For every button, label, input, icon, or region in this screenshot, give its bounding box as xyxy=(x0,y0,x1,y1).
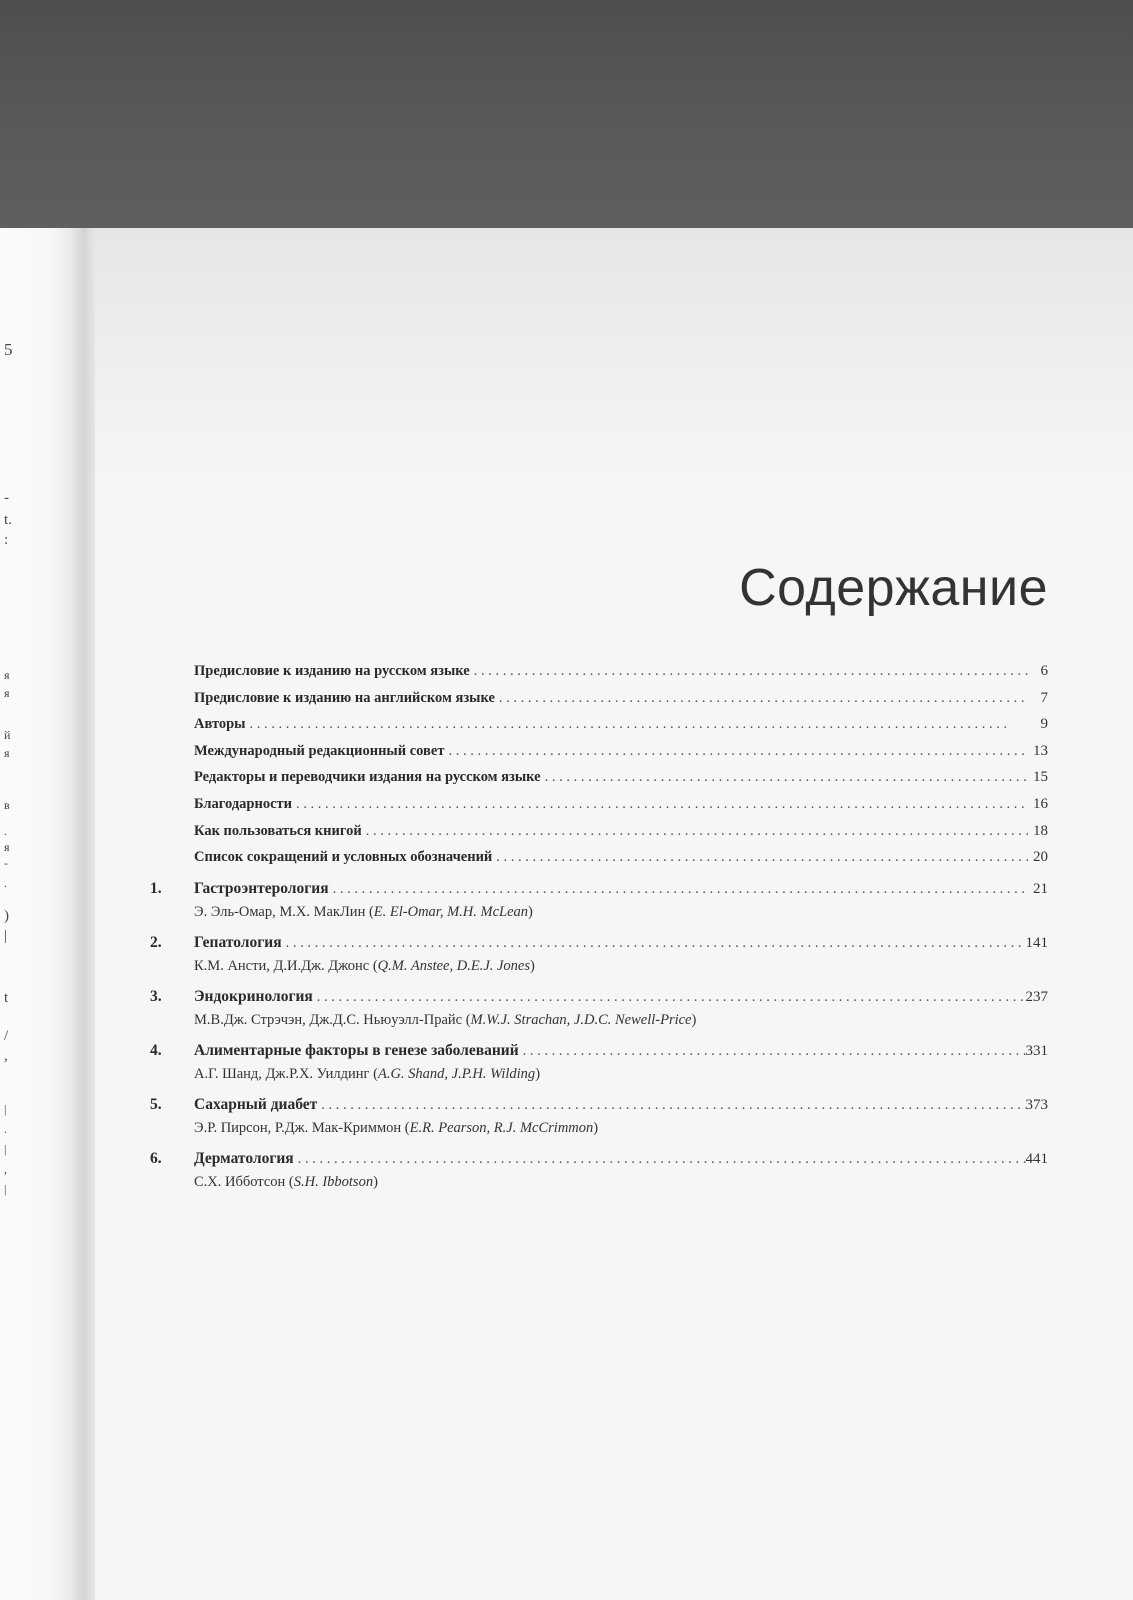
chapter-title: Дерматология xyxy=(194,1149,294,1167)
header-dark-band xyxy=(0,0,1133,228)
edge-mark: в xyxy=(4,798,10,812)
toc-page-number: 331 xyxy=(1025,1042,1048,1059)
toc-page-number: 18 xyxy=(1033,822,1048,839)
chapter-title: Алиментарные факторы в генезе заболеваний xyxy=(194,1041,519,1059)
toc-page-number: 13 xyxy=(1033,742,1048,759)
chapter-number: 6. xyxy=(150,1149,162,1167)
chapter-authors: Э.Р. Пирсон, Р.Дж. Мак-Криммон (E.R. Pearson, R.J. McCrimmon) xyxy=(194,1119,599,1136)
header-grey-band xyxy=(0,228,1133,498)
edge-mark: . xyxy=(4,824,7,838)
toc-entry[interactable] xyxy=(150,743,1048,770)
edge-mark: я xyxy=(4,686,10,700)
edge-mark: / xyxy=(4,1028,9,1044)
leader-dots xyxy=(246,716,1028,733)
edge-mark: - xyxy=(4,856,8,870)
edge-mark: ) xyxy=(4,908,9,924)
chapter-authors: С.Х. Ибботсон (S.H. Ibbotson) xyxy=(194,1173,378,1190)
toc-entry-label: Предисловие к изданию на русском языке xyxy=(194,663,470,679)
toc-page-number: 237 xyxy=(1025,988,1048,1005)
toc-page-number: 20 xyxy=(1033,849,1048,866)
toc-entry-label: Редакторы и переводчики издания на русском языке xyxy=(194,769,541,786)
leader-dots xyxy=(292,796,1028,813)
toc-chapter[interactable] xyxy=(150,1150,1048,1192)
table-of-contents xyxy=(150,663,1048,1204)
toc-entry-label: Благодарности xyxy=(194,795,293,812)
chapter-title: Гастроэнтерология xyxy=(194,879,329,897)
toc-entry[interactable] xyxy=(150,716,1048,743)
toc-page-number: 6 xyxy=(1040,663,1048,679)
page-title: Содержание xyxy=(739,559,1048,617)
toc-entry-label: Международный редакционный совет xyxy=(194,742,445,759)
front-matter-list xyxy=(150,663,1048,876)
leader-dots xyxy=(313,989,1026,1006)
chapter-authors: М.В.Дж. Стрэчэн, Дж.Д.С. Ньюуэлл-Прайс (M.W.J. Strachan, J.D.C. Newell-Price) xyxy=(194,1011,697,1028)
leader-dots xyxy=(282,935,1026,952)
toc-chapter[interactable] xyxy=(150,934,1048,976)
chapter-title: Гепатология xyxy=(194,933,282,951)
toc-entry[interactable] xyxy=(150,663,1048,690)
chapter-number: 1. xyxy=(150,879,162,897)
edge-mark: , xyxy=(4,1048,8,1064)
leader-dots xyxy=(541,769,1028,786)
chapter-title: Сахарный диабет xyxy=(194,1095,318,1113)
leader-dots xyxy=(317,1097,1025,1114)
toc-page-number: 441 xyxy=(1025,1150,1048,1167)
chapter-authors: К.М. Ансти, Д.И.Дж. Джонс (Q.M. Anstee, D.E.J. Jones) xyxy=(194,957,535,974)
chapter-authors: А.Г. Шанд, Дж.Р.Х. Уилдинг (A.G. Shand, J.P.H. Wilding) xyxy=(194,1065,541,1082)
leader-dots xyxy=(329,881,1028,898)
toc-entry[interactable] xyxy=(150,769,1048,796)
edge-mark: . xyxy=(4,876,7,890)
edge-mark: я xyxy=(4,746,10,760)
leader-dots xyxy=(444,743,1028,760)
chapter-number: 5. xyxy=(150,1095,162,1113)
toc-entry[interactable] xyxy=(150,796,1048,823)
toc-entry[interactable] xyxy=(150,849,1048,876)
toc-entry[interactable] xyxy=(150,823,1048,850)
toc-chapter[interactable] xyxy=(150,988,1048,1030)
toc-entry-label: Список сокращений и условных обозначений xyxy=(194,849,493,866)
toc-entry-label: Предисловие к изданию на английском языке xyxy=(194,689,495,706)
chapter-number: 2. xyxy=(150,933,162,951)
edge-mark: | xyxy=(4,1102,7,1116)
toc-chapter[interactable] xyxy=(150,1096,1048,1138)
toc-page-number: 15 xyxy=(1033,769,1048,786)
leader-dots xyxy=(362,823,1028,840)
toc-entry-label: Как пользоваться книгой xyxy=(194,822,362,839)
toc-page-number: 9 xyxy=(1040,716,1048,733)
edge-mark: t xyxy=(4,990,9,1006)
edge-mark: я xyxy=(4,668,10,682)
chapter-number: 3. xyxy=(150,987,162,1005)
toc-entry[interactable] xyxy=(150,690,1048,717)
leader-dots xyxy=(492,849,1028,866)
edge-mark: . xyxy=(4,1122,7,1136)
toc-chapter[interactable] xyxy=(150,1042,1048,1084)
chapter-list xyxy=(150,880,1048,1192)
edge-mark: 5 xyxy=(4,340,13,359)
toc-chapter[interactable] xyxy=(150,880,1048,922)
edge-mark: - xyxy=(4,490,9,506)
edge-mark: , xyxy=(4,1162,7,1176)
toc-page-number: 7 xyxy=(1040,689,1048,706)
edge-mark: : xyxy=(4,532,9,548)
toc-page-number: 21 xyxy=(1033,880,1048,897)
chapter-authors: Э. Эль-Омар, М.Х. МакЛин (E. El-Omar, M.H. McLean) xyxy=(194,903,533,920)
leader-dots xyxy=(495,690,1028,707)
previous-page-edge xyxy=(0,228,20,1600)
edge-mark: | xyxy=(4,1142,7,1156)
leader-dots xyxy=(470,663,1028,680)
toc-page-number: 16 xyxy=(1033,795,1048,812)
chapter-title: Эндокринология xyxy=(194,987,313,1005)
edge-mark: я xyxy=(4,840,10,854)
toc-entry-label: Авторы xyxy=(194,716,246,733)
edge-mark: | xyxy=(4,928,8,944)
toc-page-number: 141 xyxy=(1025,934,1048,951)
leader-dots xyxy=(519,1043,1026,1060)
chapter-number: 4. xyxy=(150,1041,162,1059)
edge-mark: | xyxy=(4,1182,7,1196)
edge-mark: й xyxy=(4,728,11,742)
toc-page-number: 373 xyxy=(1025,1096,1048,1113)
edge-mark: t. xyxy=(4,512,12,528)
leader-dots xyxy=(294,1151,1026,1168)
